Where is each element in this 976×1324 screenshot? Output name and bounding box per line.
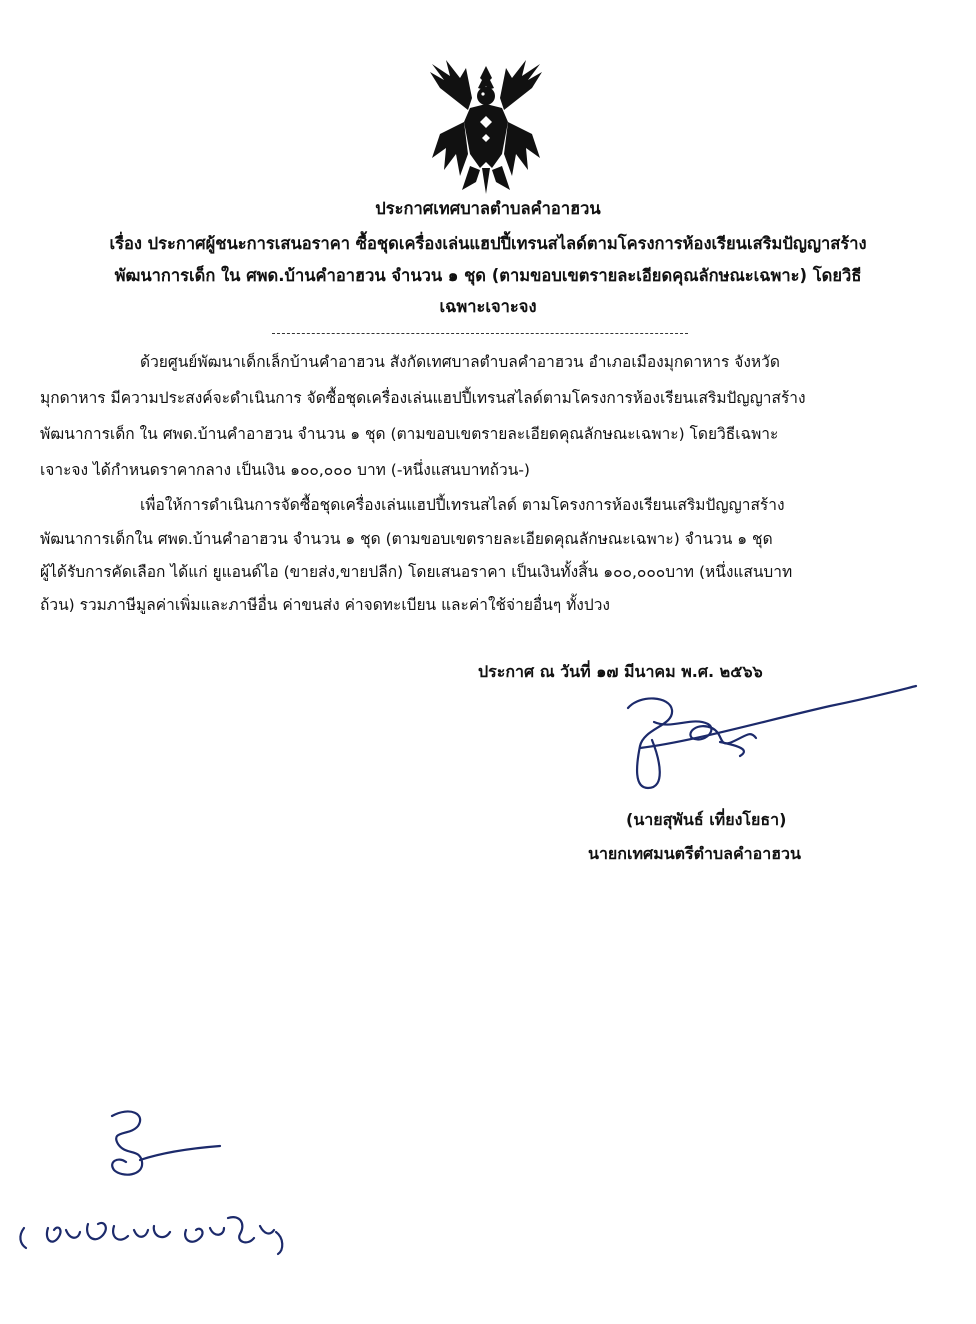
paragraph-2-line-3: ผู้ได้รับการคัดเลือก ได้แก่ ยูแอนด์ไอ (ขายส่ง,ขายปลีก) โดยเสนอราคา เป็นเงินทั้งสิ้น ๑๐๐,๐๐๐บาท (หนึ่งแสนบาท [40, 563, 793, 581]
announcement-date: ประกาศ ณ วันที่ ๑๗ มีนาคม พ.ศ. ๒๕๖๖ [478, 662, 763, 681]
paragraph-2-line-4: ถ้วน) รวมภาษีมูลค่าเพิ่มและภาษีอื่น ค่าขนส่ง ค่าจดทะเบียน และค่าใช้จ่ายอื่นๆ ทั้งปวง [40, 596, 610, 614]
announcement-title: ประกาศเทศบาลตำบลคำอาฮวน [375, 199, 601, 218]
paragraph-1-line-4: เจาะจง ได้กำหนดราคากลาง เป็นเงิน ๑๐๐,๐๐๐ บาท (-หนึ่งแสนบาทถ้วน-) [40, 461, 530, 479]
subject-line-3: เฉพาะเจาะจง [439, 297, 537, 316]
signer-title: นายกเทศมนตรีตำบลคำอาฮวน [588, 844, 801, 863]
signer-name: (นายสุพันธ์ เที่ยงโยธา) [626, 810, 787, 829]
paragraph-1-line-2: มุกดาหาร มีความประสงค์จะดำเนินการ จัดซื้อชุดเครื่องเล่นแฮปปี้เทรนสไลด์ตามโครงการห้องเรียนเสริมปัญญาสร้าง [40, 389, 806, 407]
header-divider [272, 333, 688, 334]
paragraph-2-line-1: เพื่อให้การดำเนินการจัดซื้อชุดเครื่องเล่นแฮปปี้เทรนสไลด์ ตามโครงการห้องเรียนเสริมปัญญาสร้าง [140, 496, 785, 514]
paragraph-2-line-2: พัฒนาการเด็กใน ศพด.บ้านคำอาฮวน จำนวน ๑ ชุด (ตามขอบเขตรายละเอียดคุณลักษณะเฉพาะ) จำนวน ๑ ชุด [40, 530, 773, 548]
paragraph-1-line-1: ด้วยศูนย์พัฒนาเด็กเล็กบ้านคำอาฮวน สังกัดเทศบาลตำบลคำอาฮวน อำเภอเมืองมุกดาหาร จังหวัด [140, 353, 780, 371]
officer-initials [14, 1104, 304, 1264]
mayor-signature [600, 676, 930, 806]
garuda-emblem-icon [410, 58, 562, 198]
paragraph-1-line-3: พัฒนาการเด็ก ใน ศพด.บ้านคำอาฮวน จำนวน ๑ ชุด (ตามขอบเขตรายละเอียดคุณลักษณะเฉพาะ) โดยวิธีเฉพาะ [40, 425, 779, 443]
subject-line-2: พัฒนาการเด็ก ใน ศพด.บ้านคำอาฮวน จำนวน ๑ ชุด (ตามขอบเขตรายละเอียดคุณลักษณะเฉพาะ) โดยวิธี [114, 266, 862, 285]
subject-line-1: เรื่อง ประกาศผู้ชนะการเสนอราคา ซื้อชุดเครื่องเล่นแฮปปี้เทรนสไลด์ตามโครงการห้องเรียนเสริมปัญญาสร้าง [109, 234, 867, 253]
